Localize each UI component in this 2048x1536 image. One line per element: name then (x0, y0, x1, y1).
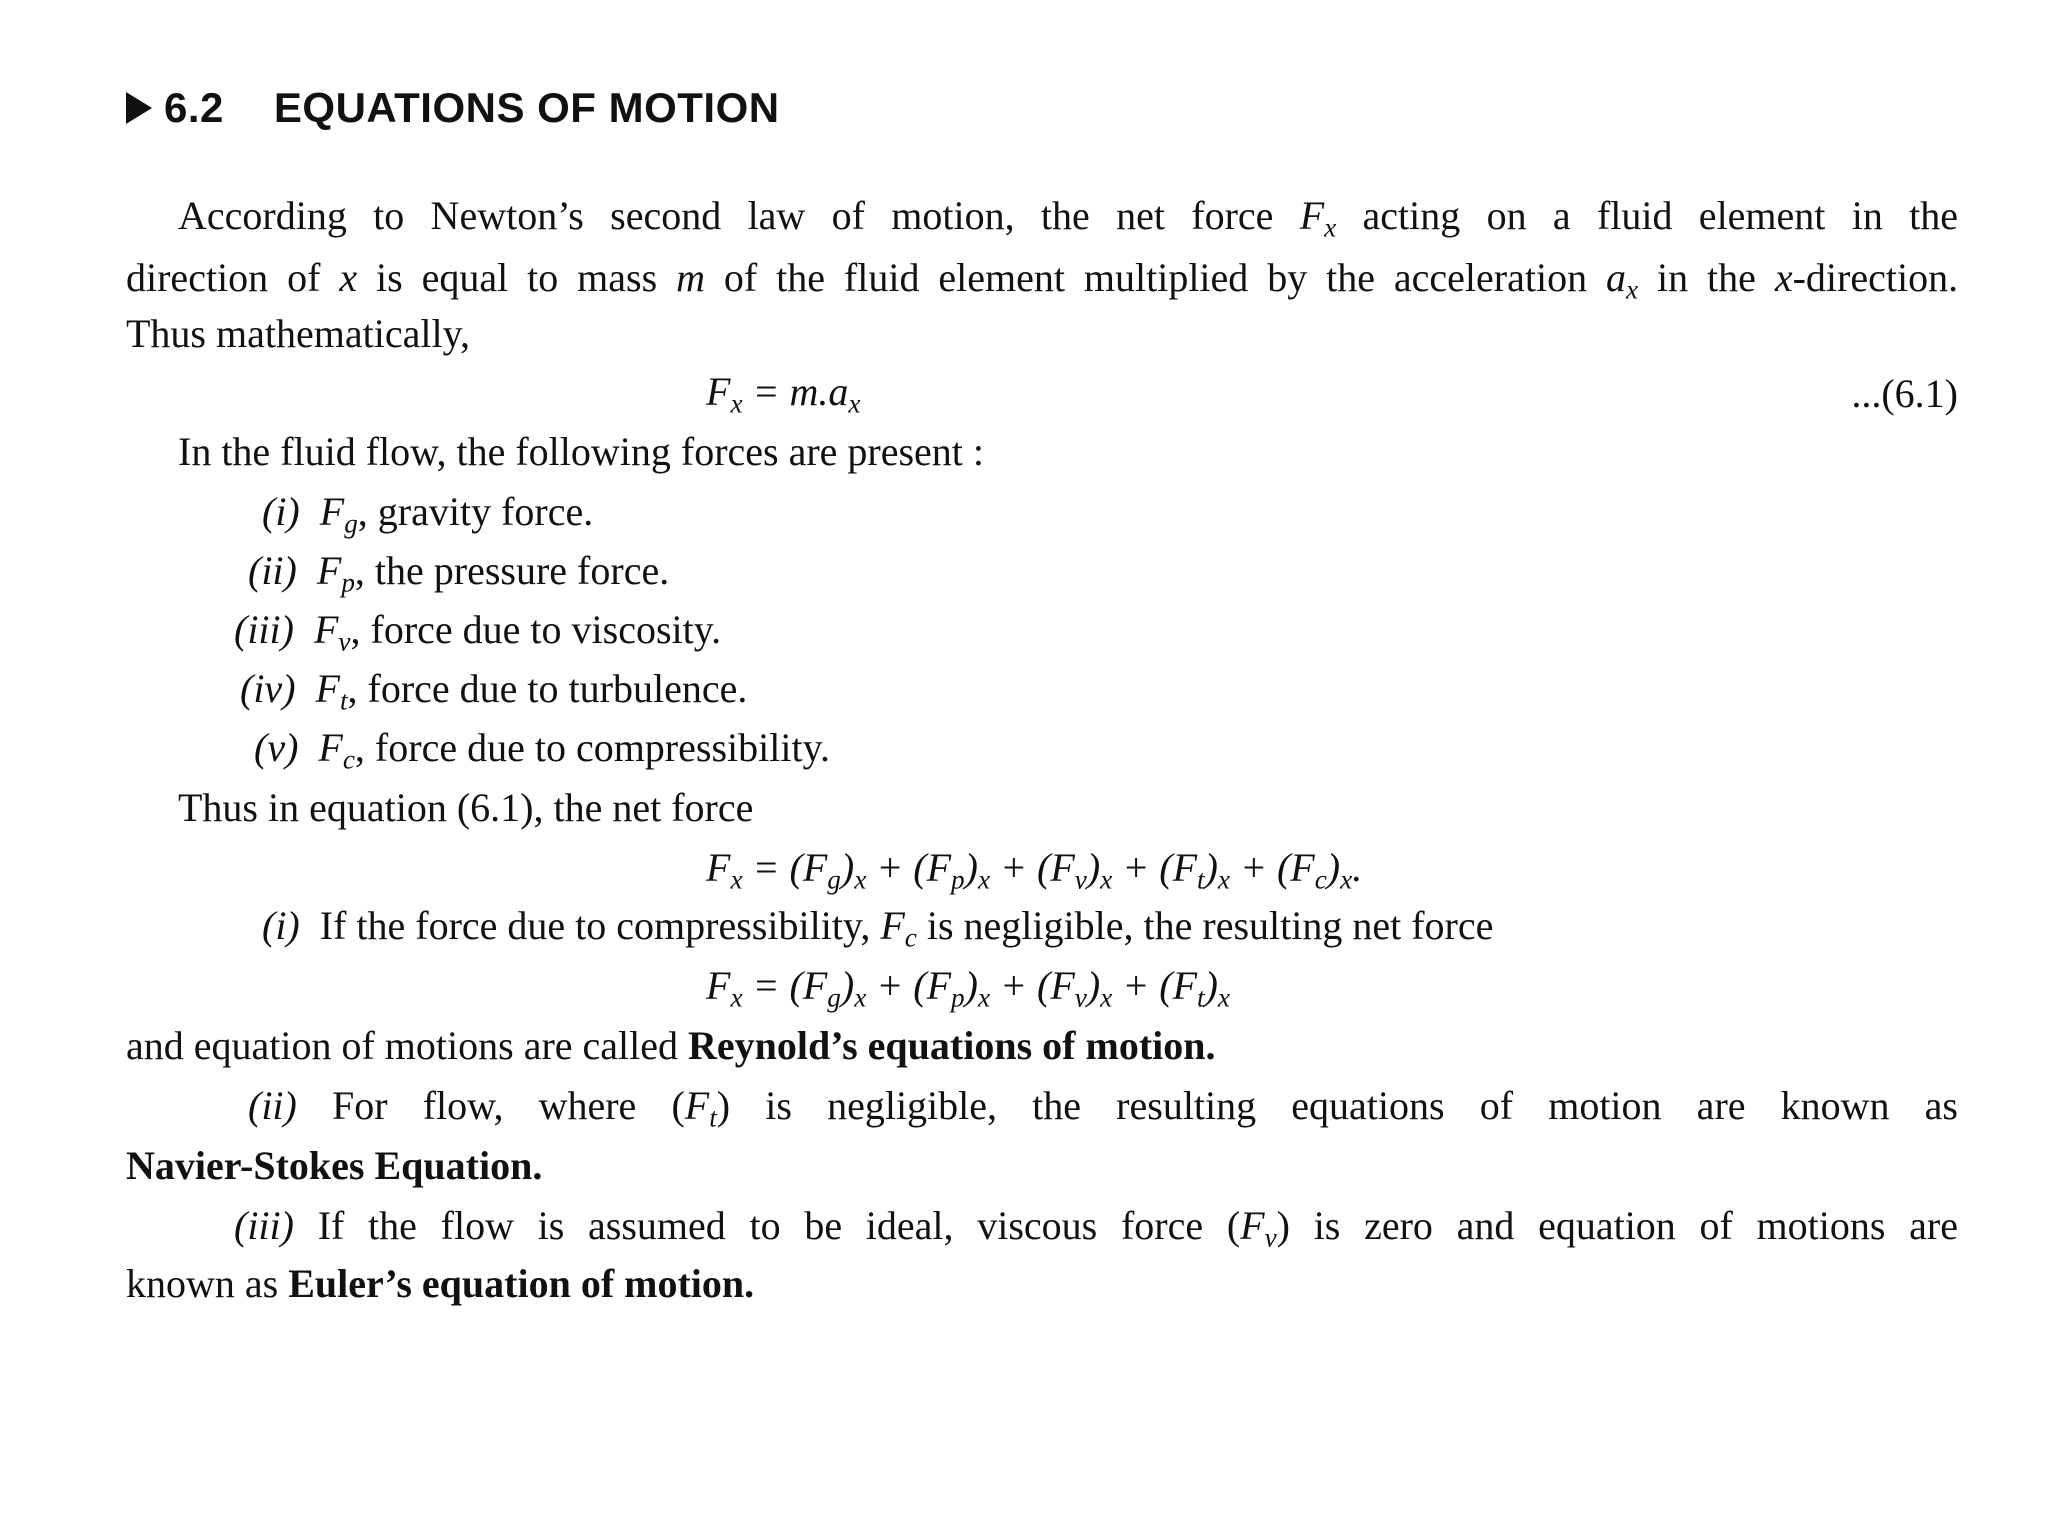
case-3-line-1: (iii) If the flow is assumed to be ideal, viscous force $(F_v)$ is zero and equation of motions are (234, 1203, 1958, 1253)
equation-6-1: $F_x = m.a_x$ (706, 369, 861, 419)
reynolds-equation: $F_x = (F_g)_x + (F_p)_x + (F_v)_x + (F_t)_x$ (706, 963, 1230, 1013)
paragraph-line-3: Thus mathematically, (126, 311, 470, 356)
net-force-equation: $F_x = (F_g)_x + (F_p)_x + (F_v)_x + (F_t)_x + (F_c)_x$. (706, 845, 1363, 895)
case-1-text: (i) If the force due to compressibility, $F_c$ is negligible, the resulting net force (262, 903, 1494, 953)
section-title: EQUATIONS OF MOTION (273, 84, 780, 131)
case-2-line-1: (ii) For flow, where $(F_t)$ is negligible, the resulting equations of motion are known as (248, 1083, 1958, 1133)
force-item-gravity: (i) $F_g$, gravity force. (262, 489, 594, 539)
euler-sentence: known as Euler’s equation of motion. (126, 1261, 755, 1306)
reynolds-sentence: and equation of motions are called Reynold’s equations of motion. (126, 1023, 1216, 1068)
forces-intro: In the fluid flow, the following forces are present : (178, 429, 985, 474)
equation-number: ...(6.1) (1851, 371, 1958, 416)
force-item-compressibility: (v) $F_c$, force due to compressibility. (254, 725, 830, 775)
triangle-bullet-icon (126, 92, 152, 124)
net-force-intro: Thus in equation (6.1), the net force (178, 785, 754, 830)
section-heading (126, 84, 780, 132)
section-number: 6.2 (164, 84, 224, 131)
reynolds-term: Reynold’s equations of motion. (688, 1023, 1216, 1068)
navier-stokes-term: Navier-Stokes Equation. (126, 1143, 543, 1188)
force-item-turbulence: (iv) $F_t$, force due to turbulence. (240, 666, 748, 716)
force-item-pressure: (ii) $F_p$, the pressure force. (248, 548, 670, 598)
force-item-viscosity: (iii) $F_v$, force due to viscosity. (234, 607, 722, 657)
paragraph-line-1: According to Newton’s second law of motion, the net force $F_x$ acting on a fluid element in the (178, 193, 1959, 243)
paragraph-line-2: direction of x is equal to mass m of the fluid element multiplied by the acceleration $a_x$ in the x-direction. (126, 255, 1959, 305)
euler-term: Euler’s equation of motion. (288, 1261, 755, 1306)
